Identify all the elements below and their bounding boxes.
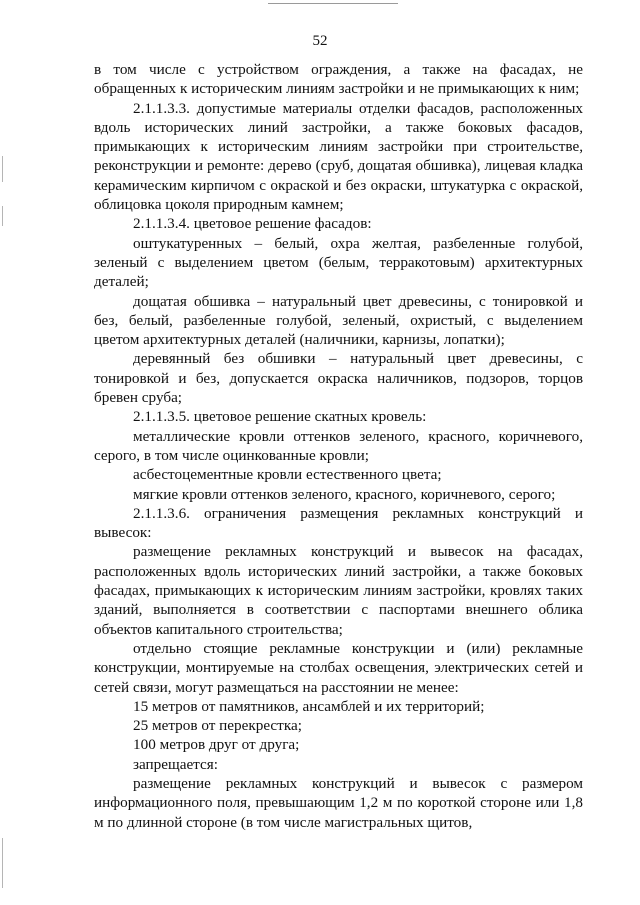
paragraph: 2.1.1.3.6. ограничения размещения рекламных конструкций и вывесок: xyxy=(94,504,583,542)
paragraph: металлические кровли оттенков зеленого, красного, коричневого, серого, в том числе оцинкованные кровли; xyxy=(94,427,583,464)
page-number: 52 xyxy=(312,33,328,49)
paragraph: 2.1.1.3.3. допустимые материалы отделки фасадов, расположенных вдоль исторических линий застройки, а также боковых фасадов, примыкающих к историческим линиям застройки при строительстве, реконструкции и ремонте: дерево (сруб, дощатая обшивка), лицевая кладка керамическим кирпичом с окраской и без окраски, штукатурка с окраской, облицовка цоколя природным камнем; xyxy=(94,99,583,214)
paragraph: 100 метров друг от друга; xyxy=(133,736,300,754)
paragraph: 25 метров от перекрестка; xyxy=(133,717,302,735)
paragraph: деревянный без обшивки – натуральный цвет древесины, с тонировкой и без, допускается окраска наличников, подзоров, торцов бревен сруба; xyxy=(94,350,583,407)
paragraph: мягкие кровли оттенков зеленого, красного, коричневого, серого; xyxy=(133,485,556,503)
paragraph: 15 метров от памятников, ансамблей и их территорий; xyxy=(133,697,485,715)
paragraph: в том числе с устройством ограждения, а также на фасадах, не обращенных к историческим линиям застройки и не примыкающих к ним; xyxy=(94,61,583,98)
left-margin-mark xyxy=(2,156,3,182)
paragraph: дощатая обшивка – натуральный цвет древесины, с тонировкой и без, белый, разбеленные голубой, зеленый, охристый, с выделением цветом архитектурных деталей (наличники, карнизы, лопатки); xyxy=(94,292,583,349)
top-edge-rule xyxy=(268,3,398,4)
paragraph: асбестоцементные кровли естественного цвета; xyxy=(133,466,442,484)
paragraph: оштукатуренных – белый, охра желтая, разбеленные голубой, зеленый с выделением цветом (белым, терракотовым) архитектурных деталей; xyxy=(94,234,583,291)
paragraph: размещение рекламных конструкций и вывесок с размером информационного поля, превышающим 1,2 м по короткой стороне или 1,8 м по длинной стороне (в том числе магистральных щитов, xyxy=(94,774,583,831)
paragraph: 2.1.1.3.4. цветовое решение фасадов: xyxy=(133,215,372,233)
document-body xyxy=(94,60,583,832)
paragraph: отдельно стоящие рекламные конструкции и (или) рекламные конструкции, монтируемые на столбах освещения, электрических сетей и сетей связи, могут размещаться на расстоянии не менее: xyxy=(94,639,583,696)
paragraph: запрещается: xyxy=(133,755,218,773)
left-margin-mark xyxy=(2,838,3,888)
paragraph: размещение рекламных конструкций и вывесок на фасадах, расположенных вдоль исторических линий застройки, а также боковых фасадах, примыкающих к историческим линиям застройки, кровлях таких зданий, выполняется в соответствии с паспортами внешнего облика объектов капитального строительства; xyxy=(94,543,583,638)
paragraph: 2.1.1.3.5. цветовое решение скатных кровель: xyxy=(133,408,427,426)
left-margin-mark xyxy=(2,206,3,226)
